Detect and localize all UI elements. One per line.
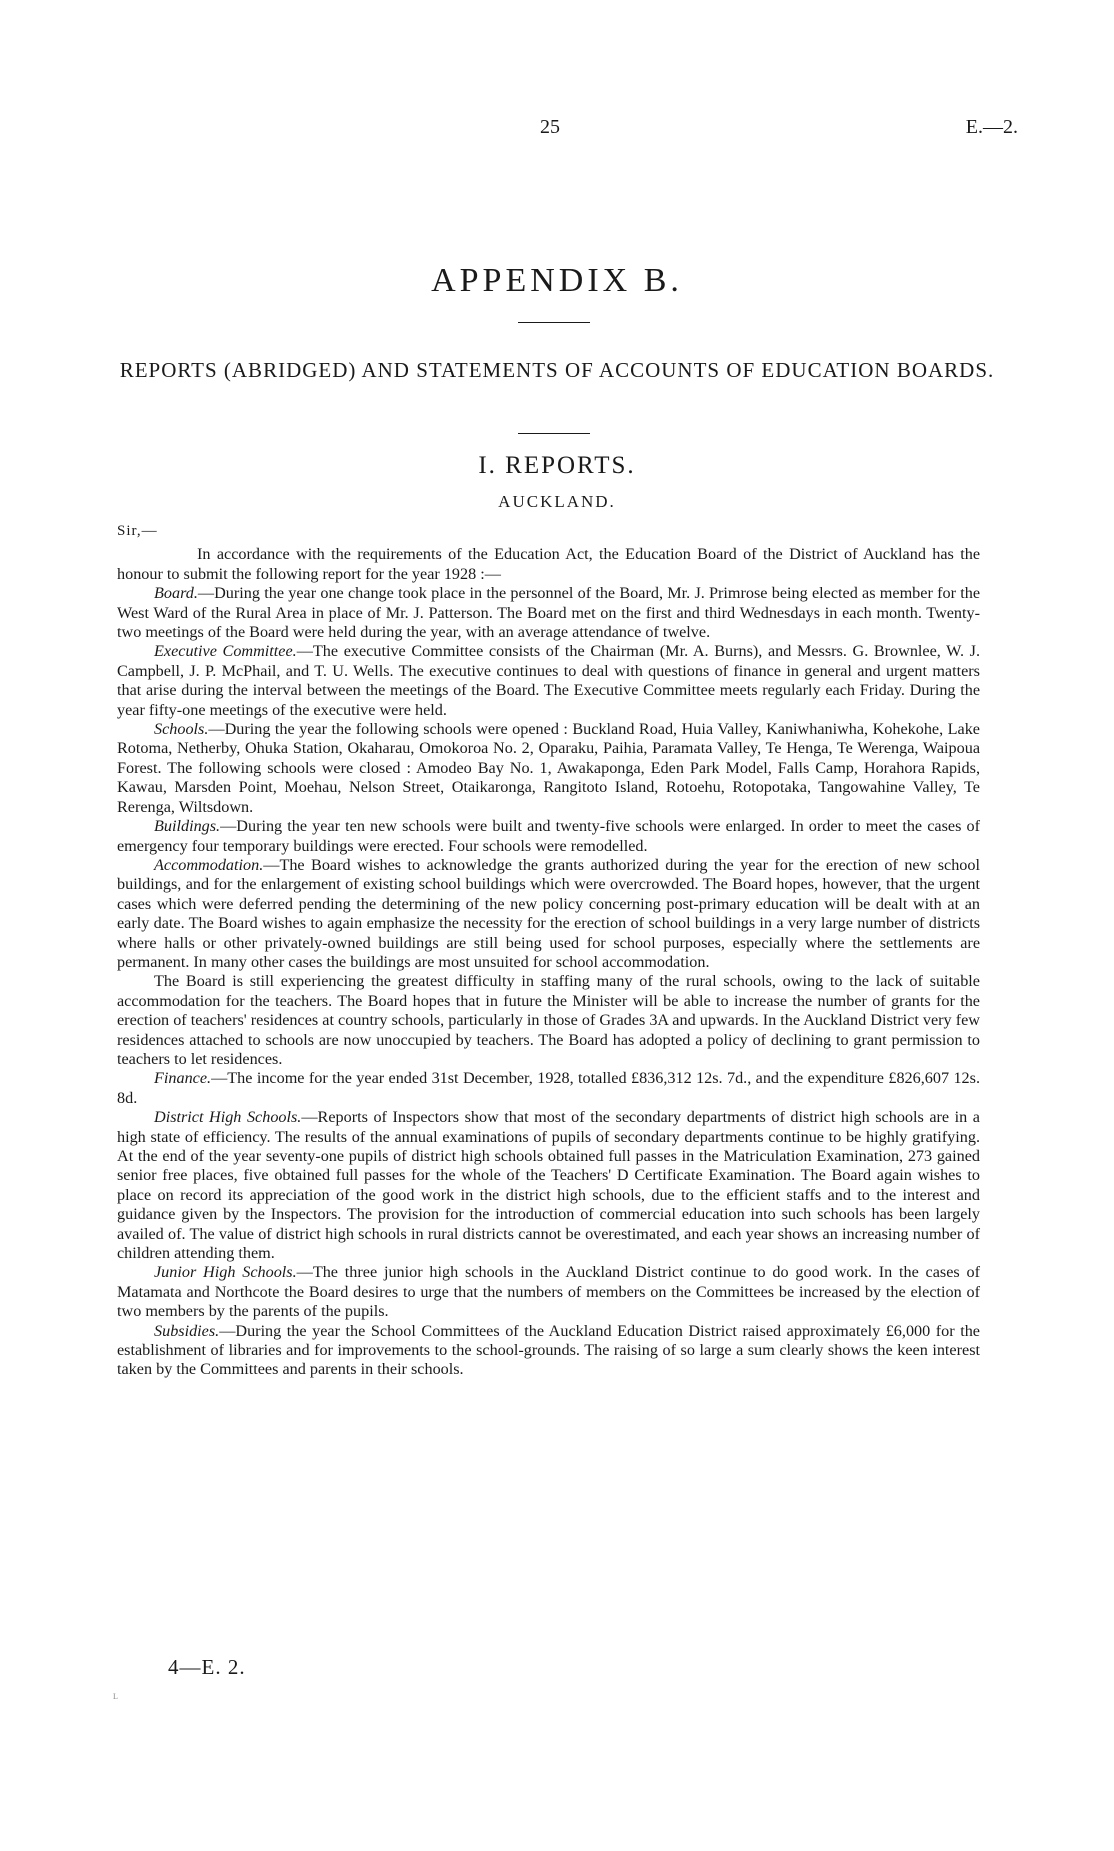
paragraph-board: Board.—During the year one change took place in the personnel of the Board, Mr. J. Primrose being elected as member for the West Ward of the Rural Area in place of Mr. J. Patterson. The Board met on the first and third Wednesdays in each month. Twenty-two meetings of the Board were held during the year, with an average attendance of twelve.	[117, 584, 980, 642]
section-title: I. REPORTS.	[478, 452, 636, 479]
paragraph-district-high-schools: District High Schools.—Reports of Inspectors show that most of the secondary departments of district high schools are in a high state of efficiency. The results of the annual examinations of pupils of secondary departments continue to be highly gratifying. At the end of the year seventy-one pupils of district high schools obtained full passes in the Matriculation Examination, 273 gained senior free places, five obtained full passes for the whole of the Teachers' D Certificate Examination. The Board again wishes to place on record its appreciation of the good work in the district high schools, due to the efficient staffs and to the interest and guidance given by the Inspectors. The provision for the introduction of commercial education into such schools has been largely availed of. The value of district high schools in rural districts cannot be overestimated, and each year shows an increasing number of children attending them.	[117, 1108, 980, 1263]
paragraph-heading: Accommodation.	[154, 855, 264, 874]
paragraph-heading: Buildings.	[154, 817, 221, 836]
paragraph-accommodation: Accommodation.—The Board wishes to acknowledge the grants authorized during the year for the erection of new school buildings, and for the enlargement of existing school buildings which were overcrowded. The Board hopes, however, that the urgent cases which were deferred pending the determining of the new policy concerning post-primary education will be dealt with at an early date. The Board wishes to again emphasize the necessity for the erection of school buildings in a very large number of districts where halls or other privately-owned buildings are still being used for school purposes, especially where the settlements are permanent. In many other cases the buildings are most unsuited for school accommodation.	[117, 855, 980, 971]
document-subtitle: REPORTS (ABRIDGED) AND STATEMENTS OF ACCOUNTS OF EDUCATION BOARDS.	[119, 358, 995, 382]
salutation: Sir,—	[117, 523, 158, 539]
margin-mark: L	[113, 1692, 118, 1701]
appendix-title: APPENDIX B.	[431, 262, 683, 299]
paragraph-intro: In accordance with the requirements of the Education Act, the Education Board of the District of Auckland has the honour to submit the following report for the year 1928 :—	[117, 545, 980, 583]
paragraph-junior-high-schools: Junior High Schools.—The three junior high schools in the Auckland District continue to do good work. In the cases of Matamata and Northcote the Board desires to urge that the numbers of members on the Committees be increased by the election of two members by the parents of the pupils.	[117, 1263, 980, 1321]
paragraph-heading: Schools.	[154, 720, 209, 739]
paragraph-heading: District High Schools.	[154, 1108, 302, 1127]
paragraph-heading: Board.	[154, 584, 198, 603]
document-reference: E.—2.	[965, 116, 1018, 138]
title-divider	[518, 322, 590, 323]
paragraph-schools: Schools.—During the year the following schools were opened : Buckland Road, Huia Valley, Kaniwhaniwha, Kohekohe, Lake Rotoma, Netherby, Ohuka Station, Okaharau, Omokoroa No. 2, Oparaku, Paihia, Paramata Valley, Te Henga, Te Werenga, Waipoua Forest. The following schools were closed : Amodeo Bay No. 1, Awakaponga, Eden Park Model, Falls Camp, Horahora Rapids, Kawau, Marsden Point, Moehau, Nelson Street, Otaikaronga, Rangitoto Island, Rotoehu, Rotopotaka, Tangowahine Valley, Te Rerenga, Wiltsdown.	[117, 720, 980, 816]
printer-signature: 4—E. 2.	[168, 1655, 246, 1679]
paragraph-finance: Finance.—The income for the year ended 31st December, 1928, totalled £836,312 12s. 7d., and the expenditure £826,607 12s. 8d.	[117, 1069, 980, 1107]
paragraph-executive-committee: Executive Committee.—The executive Committee consists of the Chairman (Mr. A. Burns), and Messrs. G. Brownlee, W. J. Campbell, J. P. McPhail, and T. U. Wells. The executive continues to deal with questions of finance in general and urgent matters that arise during the interval between the meetings of the Board. The Executive Committee meets regularly each Friday. During the year fifty-one meetings of the executive were held.	[117, 642, 980, 719]
paragraph-heading: Junior High Schools.	[154, 1263, 297, 1282]
paragraph-heading: Executive Committee.	[154, 642, 297, 661]
paragraph-subsidies: Subsidies.—During the year the School Committees of the Auckland Education District raised approximately £6,000 for the establishment of libraries and for improvements to the school-grounds. The raising of so large a sum clearly shows the keen interest taken by the Committees and parents in their schools.	[117, 1321, 980, 1379]
paragraph-buildings: Buildings.—During the year ten new schools were built and twenty-five schools were enlarged. In order to meet the cases of emergency four temporary buildings were erected. Four schools were remodelled.	[117, 817, 980, 855]
paragraph-heading: Finance.	[154, 1069, 212, 1088]
region-title: AUCKLAND.	[498, 492, 616, 511]
page-number: 25	[540, 116, 560, 138]
paragraph-heading: Subsidies.	[154, 1321, 220, 1340]
paragraph-staffing: The Board is still experiencing the greatest difficulty in staffing many of the rural schools, owing to the lack of suitable accommodation for the teachers. The Board hopes that in future the Minister will be able to increase the number of grants for the erection of teachers' residences at country schools, particularly in those of Grades 3A and upwards. In the Auckland District very few residences attached to schools are now unoccupied by teachers. The Board has adopted a policy of declining to grant permission to teachers to let residences.	[117, 972, 980, 1068]
report-body	[117, 522, 980, 1380]
subtitle-divider	[518, 433, 590, 434]
